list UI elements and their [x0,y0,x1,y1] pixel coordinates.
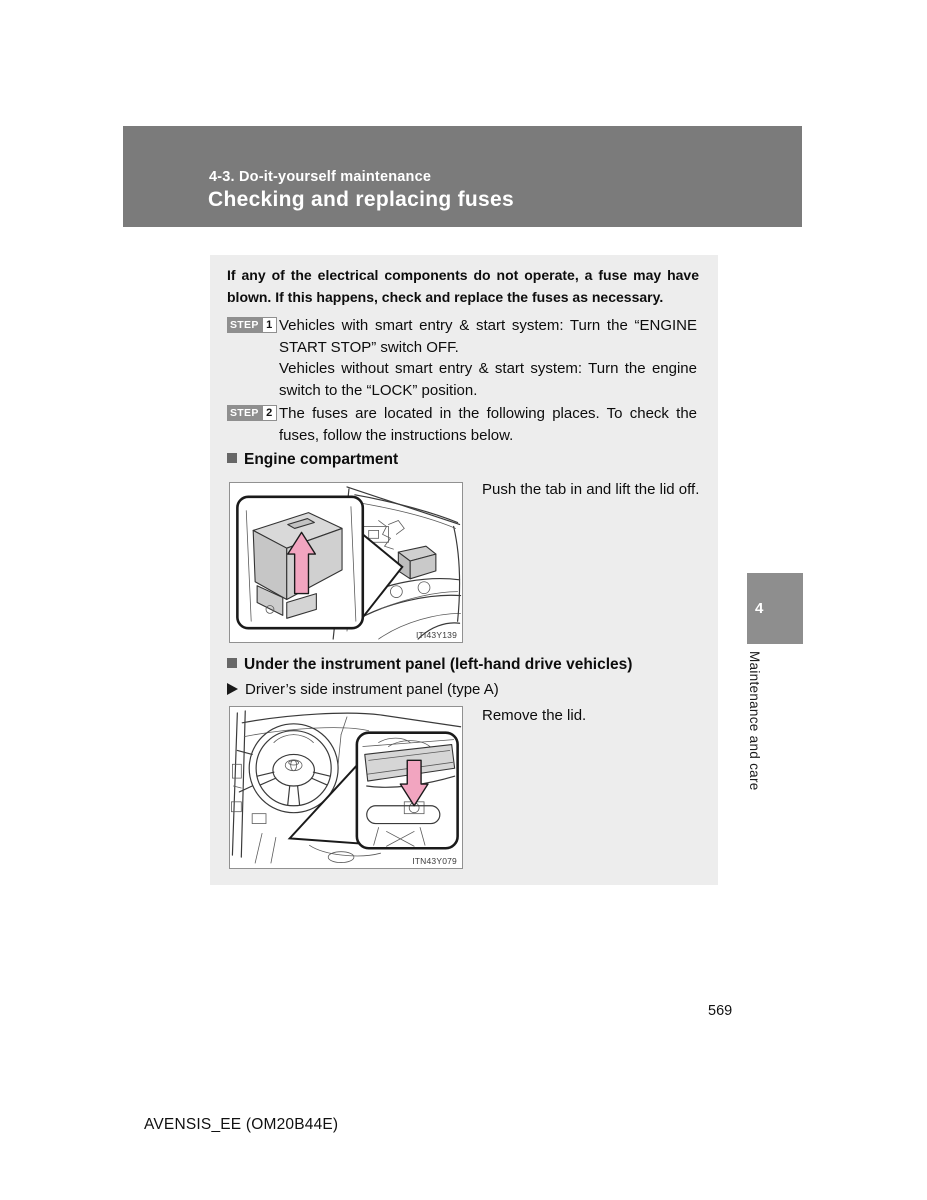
step-2 [227,403,697,446]
step-badge-label: STEP [227,317,262,333]
content-box [210,255,718,885]
instrument-panel-illustration [230,707,462,868]
step-1-badge [227,317,277,333]
heading-instrument-panel [227,656,632,673]
document-footer: AVENSIS_EE (OM20B44E) [144,1116,339,1133]
chapter-number: 4 [755,600,764,617]
step-badge-number: 1 [262,317,277,333]
page-title: Checking and replacing fuses [208,188,514,211]
step-1-text-a: Vehicles with smart entry & start system: Turn the “ENGINE START STOP” switch OFF. [279,317,697,356]
section-label: 4-3. Do-it-yourself maintenance [209,169,432,185]
heading-text: Under the instrument panel (left-hand drive vehicles) [244,656,633,673]
step-1-text-b: Vehicles without smart entry & start system: Turn the engine switch to the “LOCK” position. [279,360,697,399]
chapter-tab [747,573,803,644]
step-badge-label: STEP [227,405,262,421]
subheading-text: Driver’s side instrument panel (type A) [245,681,499,698]
figure-code: ITI43Y139 [415,630,457,640]
step-2-text: The fuses are located in the following places. To check the fuses, follow the instructions below. [279,405,697,444]
engine-compartment-figure [229,482,463,643]
heading-text: Engine compartment [244,451,399,468]
figure-code: ITN43Y079 [412,856,457,866]
intro-text: If any of the electrical components do not operate, a fuse may have blown. If this happens, check and replace the fuses as necessary. [227,267,699,305]
subheading-driver-side [227,681,499,699]
engine-compartment-illustration [230,483,462,642]
heading-engine-compartment [227,451,398,468]
square-bullet-icon [227,453,237,463]
instrument-panel-figure [229,706,463,869]
page-number: 569 [708,1003,733,1019]
instruction-panel: Remove the lid. [482,707,587,724]
square-bullet-icon [227,658,237,668]
instruction-engine: Push the tab in and lift the lid off. [482,481,700,498]
step-2-badge [227,405,277,421]
chapter-title: Maintenance and care [747,651,762,791]
chapter-header-bar [123,126,802,227]
step-badge-number: 2 [262,405,277,421]
pointer-triangle-icon [227,683,238,695]
step-1 [227,315,697,401]
